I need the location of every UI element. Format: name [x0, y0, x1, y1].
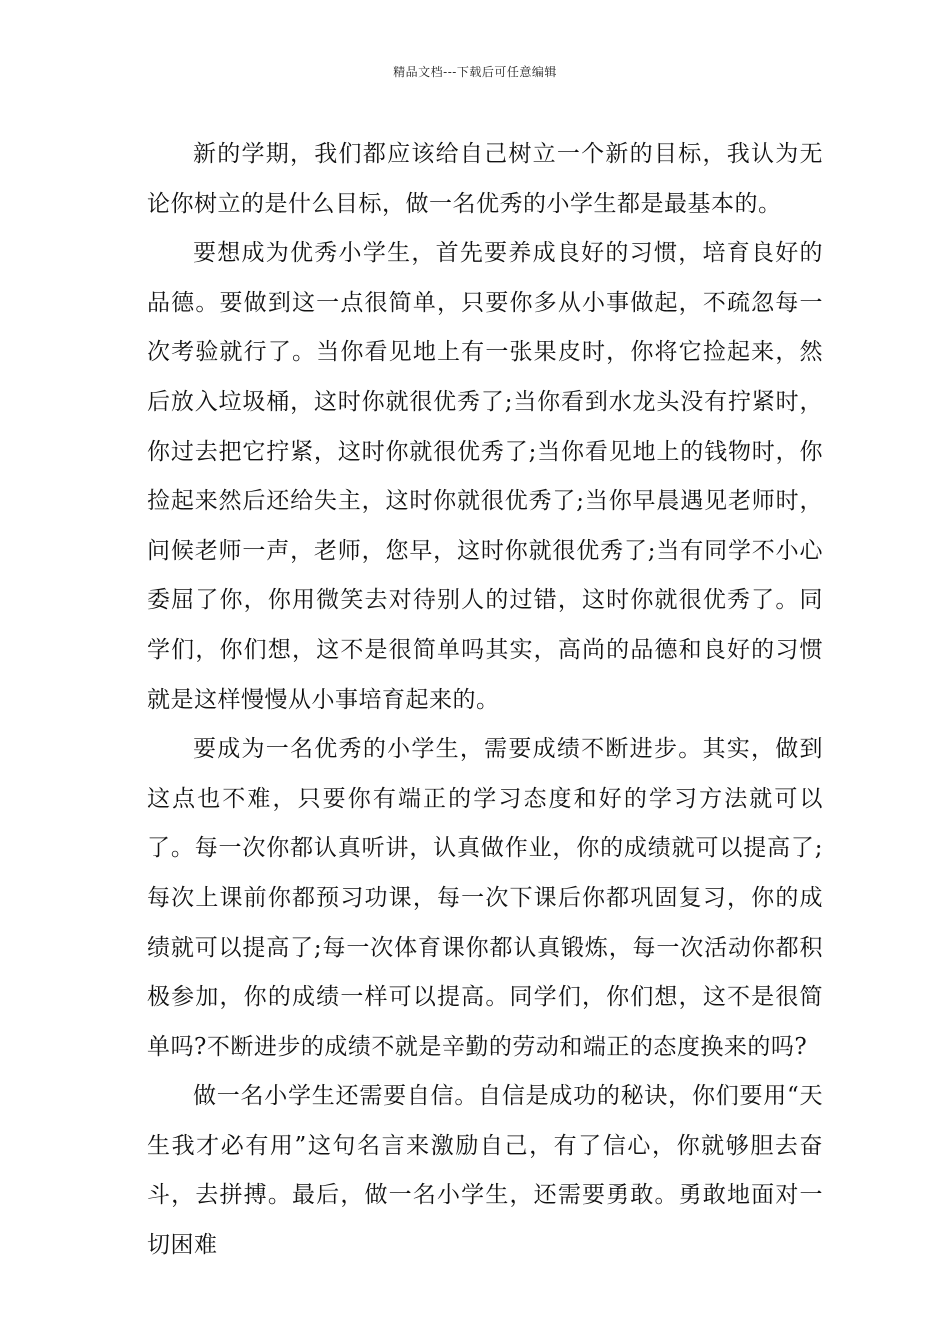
paragraph-1: 新的学期，我们都应该给自己树立一个新的目标，我认为无论你树立的是什么目标，做一名优秀的小学生都是最基本的。: [147, 141, 823, 217]
document-body: [147, 130, 823, 1271]
paragraph-2: 要想成为优秀小学生，首先要养成良好的习惯，培育良好的品德。要做到这一点很简单，只要你多从小事做起，不疏忽每一次考验就行了。当你看见地上有一张果皮时，你将它捡起来，然后放入垃圾桶，这时你就很优秀了;当你看到水龙头没有拧紧时，你过去把它拧紧，这时你就很优秀了;当你看见地上的钱物时，你捡起来然后还给失主，这时你就很优秀了;当你早晨遇见老师时，问候老师一声，老师，您早，这时你就很优秀了;当有同学不小心委屈了你，你用微笑去对待别人的过错，这时你就很优秀了。同学们，你们想，这不是很简单吗其实，高尚的品德和良好的习惯就是这样慢慢从小事培育起来的。: [147, 240, 823, 713]
paragraph-3: 要成为一名优秀的小学生，需要成绩不断进步。其实，做到这点也不难，只要你有端正的学习态度和好的学习方法就可以了。每一次你都认真听讲，认真做作业，你的成绩就可以提高了;每次上课前你都预习功课，每一次下课后你都巩固复习，你的成绩就可以提高了;每一次体育课你都认真锻炼，每一次活动你都积极参加，你的成绩一样可以提高。同学们，你们想，这不是很简单吗?不断进步的成绩不就是辛勤的劳动和端正的态度换来的吗?: [147, 736, 823, 1060]
page-header: 精品文档---下载后可任意编辑: [393, 65, 557, 79]
paragraph-4: 做一名小学生还需要自信。自信是成功的秘诀，你们要用“天生我才必有用”这句名言来激励自己，有了信心，你就够胆去奋斗，去拼搏。最后，做一名小学生，还需要勇敢。勇敢地面对一切困难: [147, 1083, 823, 1259]
